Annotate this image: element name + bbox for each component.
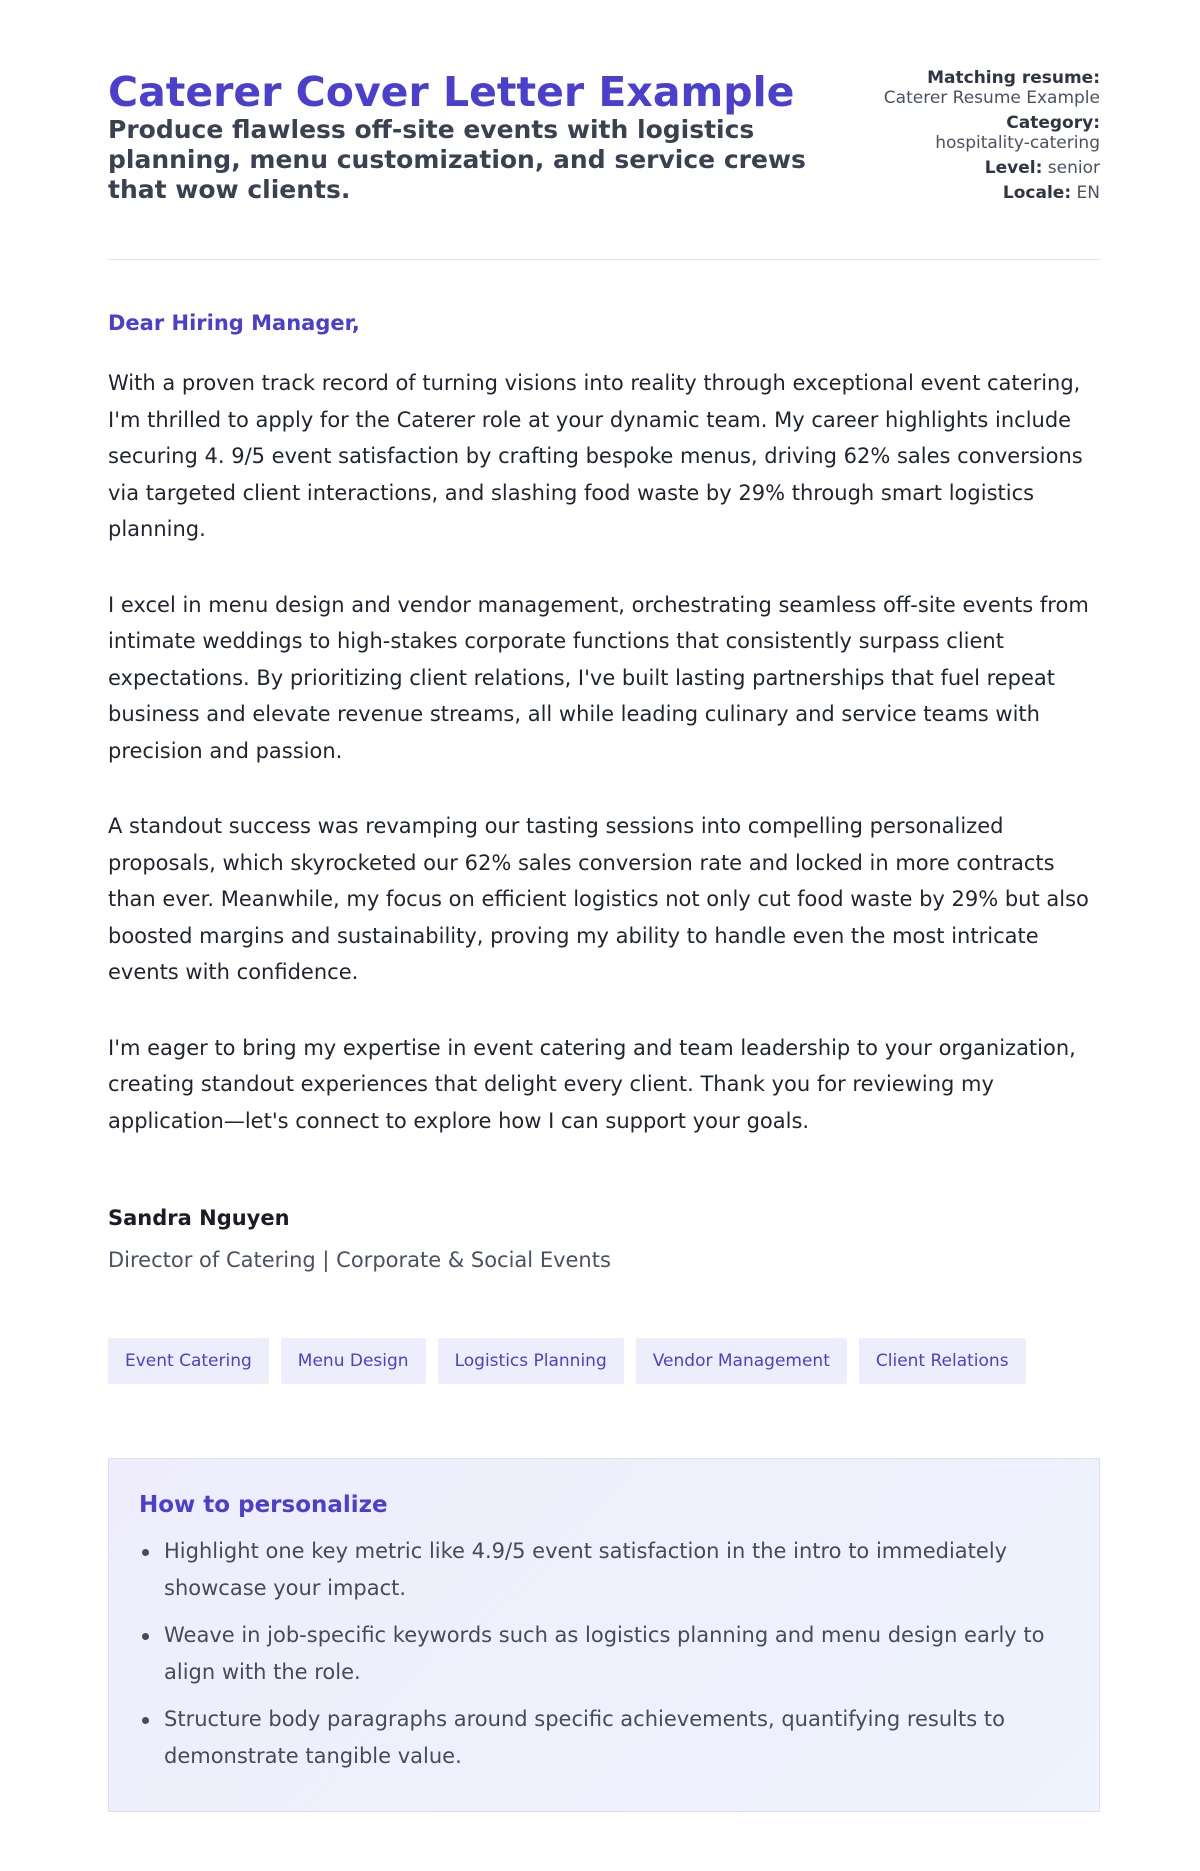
tag-event-catering: Event Catering xyxy=(108,1338,269,1384)
personalize-tip-text: Structure body paragraphs around specific achievements, quantifying results to demonstrate tangible value. xyxy=(164,1707,1005,1768)
meta-category-label: Category: xyxy=(1006,113,1100,133)
tag-client-relations: Client Relations xyxy=(859,1338,1026,1384)
meta-locale-label: Locale: xyxy=(1002,183,1072,203)
page-header xyxy=(108,0,1100,260)
bullet-icon xyxy=(142,1549,149,1556)
page-title: Caterer Cover Letter Example xyxy=(108,68,795,116)
personalize-tip xyxy=(139,1617,1069,1691)
cover-letter-page xyxy=(108,0,1100,1768)
personalize-title: How to personalize xyxy=(139,1492,388,1518)
meta-category-value: hospitality-catering xyxy=(935,133,1100,153)
letter-paragraph-3: A standout success was revamping our tasting sessions into compelling personalized proposals, which skyrocketed our 62% sales conversion rate and locked in more contracts than ever. Meanwhile, my focus on efficient logistics not only cut food waste by 29% but also boosted margins and sustainability, proving my ability to handle even the most intricate events with confidence. xyxy=(108,814,1089,984)
meta-category xyxy=(880,113,1100,153)
letter-paragraph-4: I'm eager to bring my expertise in event catering and team leadership to your organization, creating standout experiences that delight every client. Thank you for reviewing my application—let's connect to explore how I can support your goals. xyxy=(108,1035,1076,1133)
bullet-icon xyxy=(142,1717,149,1724)
bullet-icon xyxy=(142,1633,149,1640)
personalize-list xyxy=(139,1533,1069,1775)
letter-paragraph-2: I excel in menu design and vendor management, orchestrating seamless off-site events from intimate weddings to high-stakes corporate functions that consistently surpass client expectations. By prioritizing client relations, I've built lasting partnerships that fuel repeat business and elevate revenue streams, all while leading culinary and service teams with precision and passion. xyxy=(108,592,1089,763)
signature-title: Director of Catering | Corporate & Social Events xyxy=(108,1248,611,1272)
page-subtitle: Produce flawless off-site events with logistics planning, menu customization, and service crews that wow clients. xyxy=(108,115,806,204)
personalize-box xyxy=(108,1458,1100,1812)
tag-logistics-planning: Logistics Planning xyxy=(438,1338,624,1384)
meta-level xyxy=(880,158,1100,178)
meta-level-label: Level: xyxy=(984,158,1043,178)
personalize-tip-text: Weave in job-specific keywords such as logistics planning and menu design early to align with the role. xyxy=(164,1623,1045,1684)
personalize-tip-text: Highlight one key metric like 4.9/5 event satisfaction in the intro to immediately showcase your impact. xyxy=(164,1539,1008,1600)
skill-tags xyxy=(108,1338,1026,1384)
signature-name: Sandra Nguyen xyxy=(108,1206,290,1230)
letter-salutation: Dear Hiring Manager, xyxy=(108,311,360,335)
letter-body xyxy=(108,365,1100,1178)
meta-matching-resume-value: Caterer Resume Example xyxy=(883,88,1100,108)
meta-level-value: senior xyxy=(1047,158,1100,178)
meta-locale xyxy=(880,183,1100,203)
personalize-tip xyxy=(139,1533,1069,1607)
meta-locale-value: EN xyxy=(1076,183,1100,203)
meta-panel xyxy=(880,68,1100,208)
letter-paragraph-1: With a proven track record of turning visions into reality through exceptional event catering, I'm thrilled to apply for the Caterer role at your dynamic team. My career highlights include securing 4. 9/5 event satisfaction by crafting bespoke menus, driving 62% sales conversions via targeted client interactions, and slashing food waste by 29% through smart logistics planning. xyxy=(108,371,1083,541)
tag-menu-design: Menu Design xyxy=(281,1338,426,1384)
personalize-tip xyxy=(139,1701,1069,1775)
meta-matching-resume-label: Matching resume: xyxy=(927,68,1100,88)
tag-vendor-management: Vendor Management xyxy=(636,1338,847,1384)
meta-matching-resume xyxy=(880,68,1100,108)
